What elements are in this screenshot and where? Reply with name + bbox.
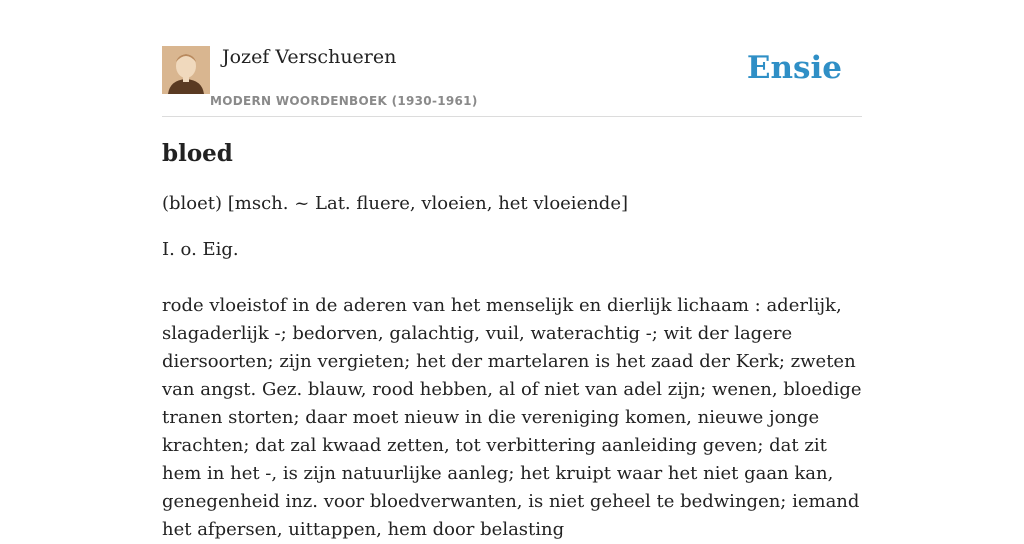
portrait-icon	[162, 46, 210, 94]
entry-header	[162, 0, 862, 117]
entry-term: bloed	[162, 140, 233, 167]
author-name[interactable]: Jozef Verschueren	[222, 46, 397, 68]
ensie-logo[interactable]: Ensie	[746, 50, 842, 86]
entry-definition: rode vloeistof in de aderen van het menselijk en dierlijk lichaam : aderlijk, slagaderlijk -; bedorven, galachtig, vuil, waterachtig -; wit der lagere diersoorten; zijn vergieten; het der martelaren is het zaad der Kerk; zweten van angst. Gez. blauw, rood hebben, al of niet van adel zijn; wenen, bloedige tranen storten; daar moet nieuw in die vereniging komen, nieuwe jonge krachten; dat zal kwaad zetten, tot verbittering aanleiding geven; dat zit hem in het -, is zijn natuurlijke aanleg; het kruipt waar het niet gaan kan, genegenheid inz. voor bloedverwanten, is niet geheel te bedwingen; iemand het afpersen, uittappen, hem door belasting	[162, 295, 862, 540]
entry-sense: I. o. Eig.	[162, 239, 239, 260]
source-label[interactable]: MODERN WOORDENBOEK (1930-1961)	[210, 94, 478, 108]
author-avatar[interactable]	[162, 46, 210, 94]
entry-content	[162, 138, 862, 544]
entry-etymology: (bloet) [msch. ~ Lat. fluere, vloeien, het vloeiende]	[162, 193, 629, 214]
